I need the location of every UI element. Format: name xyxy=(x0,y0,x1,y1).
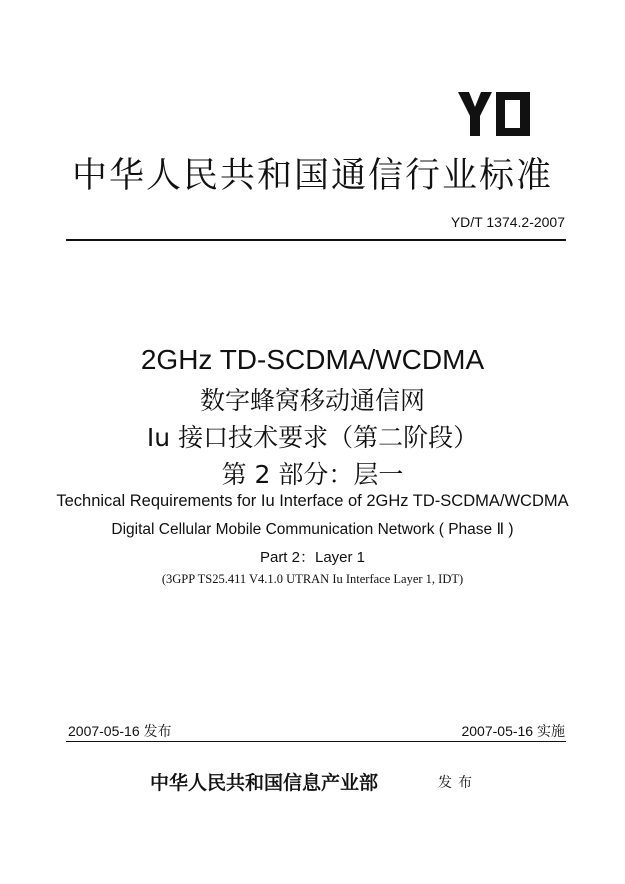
implemented-date: 2007-05-16 实施 xyxy=(461,723,565,739)
english-title-line-1: Technical Requirements for Iu Interface of 2GHz TD-SCDMA/WCDMA xyxy=(56,492,569,510)
english-title-line-3: Part 2：Layer 1 xyxy=(259,549,366,566)
header-divider xyxy=(66,239,566,241)
title-line-2: 数字蜂窝移动通信网 xyxy=(199,386,425,415)
footer-divider xyxy=(66,741,566,742)
title-line-3: Iu 接口技术要求（第二阶段） xyxy=(146,423,479,452)
english-title-line-4: (3GPP TS25.411 V4.1.0 UTRAN Iu Interface Layer 1, IDT) xyxy=(161,572,464,586)
publisher: 中华人民共和国信息产业部 xyxy=(150,772,379,794)
standard-code: YD/T 1374.2-2007 xyxy=(450,214,565,230)
title-line-1: 2GHz TD-SCDMA/WCDMA xyxy=(140,344,485,375)
issued-date: 2007-05-16 发布 xyxy=(68,723,172,739)
english-title-line-2: Digital Cellular Mobile Communication Network ( Phase Ⅱ ) xyxy=(111,521,514,538)
standard-name: 中华人民共和国通信行业标准 xyxy=(71,156,553,196)
yd-logo xyxy=(458,92,530,136)
issue-label: 发布 xyxy=(438,775,478,791)
title-line-4: 第 2 部分：层一 xyxy=(221,460,404,489)
